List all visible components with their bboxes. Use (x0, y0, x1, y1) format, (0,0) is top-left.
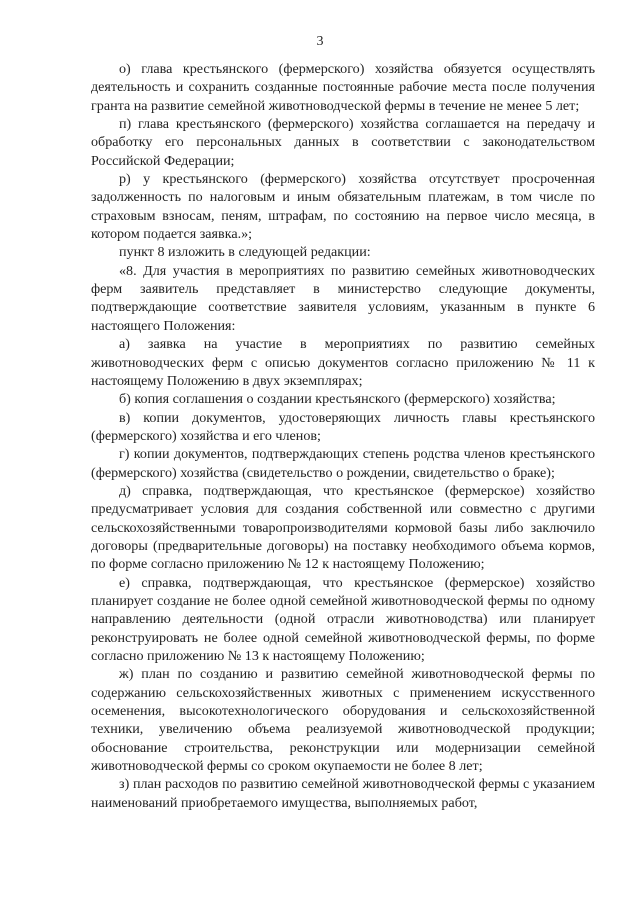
page-number: 3 (316, 34, 324, 49)
paragraph-z: з) план расходов по развитию семейной животноводческой фермы с указанием наименований приобретаемого имущества, выполняемых работ, (91, 776, 595, 811)
paragraph-zh: ж) план по созданию и развитию семейной животноводческой фермы по содержанию сельскохозяйственных животных с применением искусственного осеменения, высокотехнологического оборудования и сельскохозяйственной техники, увеличению объема реализуемой животноводческой продукции; обоснование строительства, реконструкции или модернизации семейной животноводческой фермы со сроком окупаемости не более 8 лет; (91, 666, 595, 775)
paragraph-b: б) копия соглашения о создании крестьянского (фермерского) хозяйства; (119, 391, 556, 408)
paragraph-v: в) копии документов, удостоверяющих личность главы крестьянского (фермерского) хозяйства и его членов; (91, 409, 595, 444)
paragraph-o: о) глава крестьянского (фермерского) хозяйства обязуется осуществлять деятельность и сохранить созданные постоянные рабочие места после получения гранта на развитие семейной животноводческой фермы в течение не менее 5 лет; (91, 61, 595, 114)
paragraph-p: п) глава крестьянского (фермерского) хозяйства соглашается на передачу и обработку его персональных данных в соответствии с законодательством Российской Федерации; (91, 116, 595, 169)
paragraph-amendment-intro: пункт 8 изложить в следующей редакции: (119, 244, 371, 261)
paragraph-d: д) справка, подтверждающая, что крестьянское (фермерское) хозяйство предусматривает условия для создания собственной или совместно с другими сельскохозяйственными товаропроизводителями кормовой базы либо заключило договоры (предварительные договоры) на поставку необходимого объема кормов, по форме согласно приложению № 12 к настоящему Положению; (91, 482, 595, 573)
paragraph-r: р) у крестьянского (фермерского) хозяйства отсутствует просроченная задолженность по налоговым и иным обязательным платежам, в том числе по страховым взносам, пеням, штрафам, по состоянию на первое число месяца, в котором подается заявка.»; (91, 171, 595, 243)
paragraph-e: е) справка, подтверждающая, что крестьянское (фермерское) хозяйство планирует создание не более одной семейной животноводческой фермы по одному направлению деятельности (одной отрасли животноводства) или планирует реконструировать не более одной семейной животноводческой фермы, по форме согласно приложению № 13 к настоящему Положению; (91, 574, 595, 664)
document-body (91, 60, 595, 812)
paragraph-g: г) копии документов, подтверждающих степень родства членов крестьянского (фермерского) хозяйства (свидетельство о рождении, свидетельство о браке); (91, 446, 595, 481)
paragraph-a: а) заявка на участие в мероприятиях по развитию семейных животноводческих ферм с описью документов согласно приложению № 11 к настоящему Положению в двух экземплярах; (91, 336, 595, 389)
paragraph-item-8: «8. Для участия в мероприятиях по развитию семейных животноводческих ферм заявитель представляет в министерство следующие документы, подтверждающие соответствие заявителя условиям, указанным в пункте 6 настоящего Положения: (91, 262, 595, 334)
